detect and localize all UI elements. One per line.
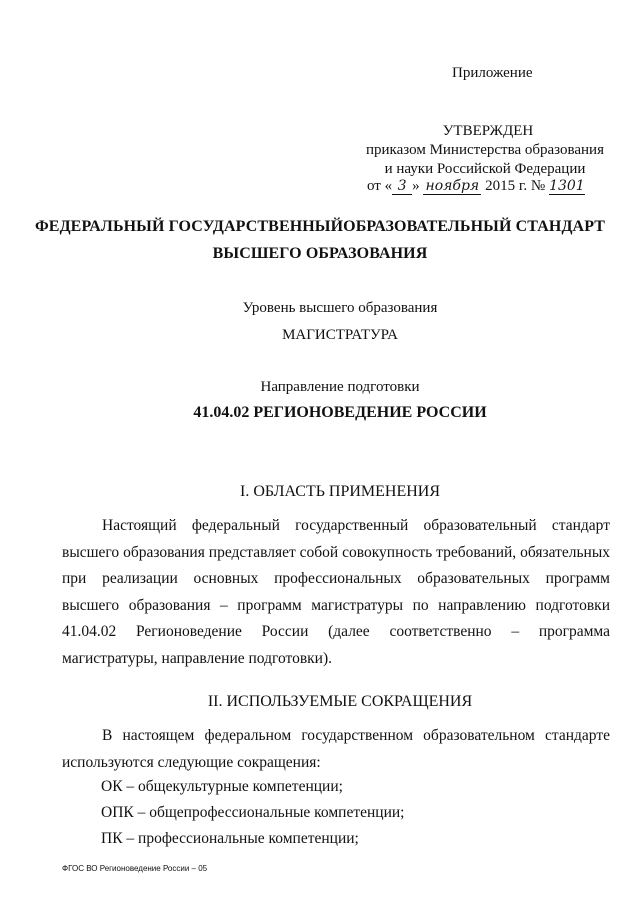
abbreviation-item: ПК – профессиональные компетенции; — [101, 830, 359, 847]
page-footer: ФГОС ВО Регионоведение России – 05 — [62, 864, 208, 873]
handwritten-order-number: 1301 — [549, 178, 585, 194]
date-prefix: от « — [367, 178, 393, 194]
approved-label: УТВЕРЖДЕН — [442, 123, 534, 139]
handwritten-day: 3 — [392, 178, 412, 195]
order-line-1: приказом Министерства образования — [366, 142, 604, 158]
standard-title-line-1: ФЕДЕРАЛЬНЫЙ ГОСУДАРСТВЕННЫЙОБРАЗОВАТЕЛЬНЫЙ СТАНДАРТ — [34, 218, 606, 235]
order-line-2: и науки Российской Федерации — [384, 161, 586, 177]
section-2-paragraph: В настоящем федеральном государственном образовательном стандарте используются следующие сокращения: — [62, 727, 610, 771]
abbreviation-item: ОК – общекультурные компетенции; — [101, 778, 343, 795]
section-2-heading: II. ИСПОЛЬЗУЕМЫЕ СОКРАЩЕНИЯ — [207, 693, 473, 710]
appendix-label: Приложение — [452, 65, 533, 81]
education-level-label: Уровень высшего образования — [242, 300, 438, 316]
standard-title-line-2: ВЫСШЕГО ОБРАЗОВАНИЯ — [212, 245, 428, 262]
education-level-value: МАГИСТРАТУРА — [282, 327, 398, 343]
section-1-heading: I. ОБЛАСТЬ ПРИМЕНЕНИЯ — [239, 483, 441, 500]
direction-value: 41.04.02 РЕГИОНОВЕДЕНИЕ РОССИИ — [193, 404, 487, 421]
date-year: 2015 г. № — [485, 178, 546, 194]
handwritten-month: ноября — [423, 178, 481, 195]
date-mid: » — [412, 178, 420, 194]
direction-label: Направление подготовки — [260, 379, 420, 395]
section-1-paragraph: Настоящий федеральный государственный образовательный стандарт высшего образования представляет собой совокупность требований, обязательных при реализации основных профессиональных образовательных программ высшего образования – программ магистратуры по направлению подготовки 41.04.02 Регионоведение России (далее соответственно – программа магистратуры, направление подготовки). — [62, 517, 610, 667]
order-date-line — [367, 178, 585, 195]
abbreviation-item: ОПК – общепрофессиональные компетенции; — [101, 804, 405, 821]
approval-block — [355, 122, 615, 179]
